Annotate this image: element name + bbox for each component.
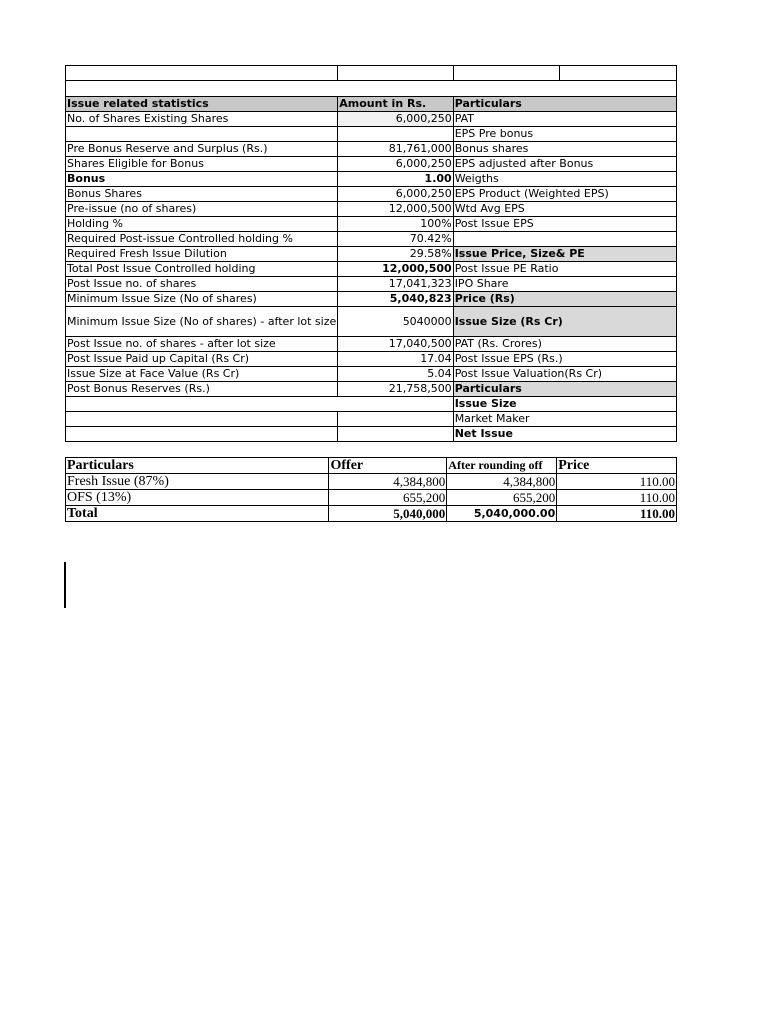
row-particular[interactable]: Post Issue Valuation(Rs Cr) <box>453 367 676 382</box>
header-amount[interactable]: Amount in Rs. <box>338 97 453 112</box>
row-particular[interactable]: Price (Rs) <box>453 292 676 307</box>
row-label[interactable]: Minimum Issue Size (No of shares) - after lot size <box>66 307 338 337</box>
offer-row-label[interactable]: OFS (13%) <box>66 490 329 506</box>
row-label[interactable]: Bonus Shares <box>66 187 338 202</box>
row-label[interactable]: Required Post-issue Controlled holding % <box>66 232 338 247</box>
offer-total-row <box>66 506 677 522</box>
row-value[interactable] <box>338 127 453 142</box>
table-row <box>66 232 677 247</box>
issue-statistics-table <box>65 65 677 442</box>
row-particular[interactable] <box>453 232 676 247</box>
table-row <box>66 292 677 307</box>
row-value[interactable]: 5.04 <box>338 367 453 382</box>
cell[interactable] <box>453 81 676 97</box>
row-label[interactable]: Pre-issue (no of shares) <box>66 202 338 217</box>
row-value[interactable]: 5040000 <box>338 307 453 337</box>
offer-header-rounded[interactable]: After rounding off <box>447 458 557 474</box>
row-particular[interactable]: Issue Size (Rs Cr) <box>453 307 676 337</box>
cell[interactable] <box>453 66 560 81</box>
table-row <box>66 262 677 277</box>
table-row <box>66 172 677 187</box>
row-label[interactable]: No. of Shares Existing Shares <box>66 112 338 127</box>
offer-header-offer[interactable]: Offer <box>329 458 447 474</box>
row-label[interactable]: Minimum Issue Size (No of shares) <box>66 292 338 307</box>
row-particular[interactable]: EPS Product (Weighted EPS) <box>453 187 676 202</box>
cell[interactable] <box>338 81 453 97</box>
issue-size-label[interactable]: Issue Size <box>453 397 676 412</box>
row-particular[interactable]: Wtd Avg EPS <box>453 202 676 217</box>
empty-row <box>66 66 677 81</box>
cell[interactable] <box>66 66 338 81</box>
offer-row-offer[interactable]: 4,384,800 <box>329 474 447 490</box>
table-row <box>66 157 677 172</box>
row-value[interactable]: 29.58% <box>338 247 453 262</box>
cell[interactable] <box>338 397 453 412</box>
offer-row-rounded[interactable]: 655,200 <box>447 490 557 506</box>
row-value[interactable]: 70.42% <box>338 232 453 247</box>
row-label[interactable]: Holding % <box>66 217 338 232</box>
cell-border-line <box>64 562 66 608</box>
market-maker-label[interactable]: Market Maker <box>453 412 676 427</box>
offer-header-particulars[interactable]: Particulars <box>66 458 329 474</box>
table-row <box>66 217 677 232</box>
offer-row <box>66 474 677 490</box>
offer-header-price[interactable]: Price <box>557 458 677 474</box>
cell[interactable] <box>338 412 453 427</box>
row-value[interactable]: 81,761,000 <box>338 142 453 157</box>
cell[interactable] <box>560 66 677 81</box>
row-particular[interactable]: Weigths <box>453 172 676 187</box>
row-particular[interactable]: EPS Pre bonus <box>453 127 676 142</box>
row-value[interactable]: 17,040,500 <box>338 337 453 352</box>
table-row <box>66 247 677 262</box>
offer-total-offer[interactable]: 5,040,000 <box>329 506 447 522</box>
offer-row-label[interactable]: Fresh Issue (87%) <box>66 474 329 490</box>
table-row <box>66 202 677 217</box>
row-label[interactable] <box>66 127 338 142</box>
spacer-row <box>66 81 677 97</box>
cell[interactable] <box>66 81 338 97</box>
row-value[interactable]: 12,000,500 <box>338 262 453 277</box>
table-row <box>66 277 677 292</box>
row-value[interactable]: 100% <box>338 217 453 232</box>
offer-row-rounded[interactable]: 4,384,800 <box>447 474 557 490</box>
cell[interactable] <box>66 427 338 442</box>
row-label[interactable]: Post Bonus Reserves (Rs.) <box>66 382 338 397</box>
offer-table <box>65 457 677 522</box>
row-particular[interactable]: Post Issue PE Ratio <box>453 262 676 277</box>
offer-total-price[interactable]: 110.00 <box>557 506 677 522</box>
table-row <box>66 142 677 157</box>
cell[interactable] <box>338 427 453 442</box>
row-label[interactable]: Post Issue no. of shares - after lot size <box>66 337 338 352</box>
offer-row <box>66 490 677 506</box>
row-value[interactable]: 21,758,500 <box>338 382 453 397</box>
header-particulars[interactable]: Particulars <box>453 97 676 112</box>
row-label[interactable]: Post Issue no. of shares <box>66 277 338 292</box>
table-row <box>66 112 677 127</box>
row-value[interactable]: 17,041,323 <box>338 277 453 292</box>
row-particular[interactable]: Issue Price, Size& PE <box>453 247 676 262</box>
row-particular[interactable]: Post Issue EPS <box>453 217 676 232</box>
offer-total-rounded[interactable]: 5,040,000.00 <box>447 506 557 522</box>
row-value[interactable]: 6,000,250 <box>338 112 453 127</box>
row-value[interactable]: 5,040,823 <box>338 292 453 307</box>
offer-row-offer[interactable]: 655,200 <box>329 490 447 506</box>
row-label[interactable]: Required Fresh Issue Dilution <box>66 247 338 262</box>
row-value[interactable]: 12,000,500 <box>338 202 453 217</box>
header-row <box>66 97 677 112</box>
row-label[interactable]: Post Issue Paid up Capital (Rs Cr) <box>66 352 338 367</box>
row-value[interactable]: 1.00 <box>338 172 453 187</box>
row-value[interactable]: 6,000,250 <box>338 187 453 202</box>
table-row <box>66 337 677 352</box>
table-row <box>66 127 677 142</box>
offer-row-price[interactable]: 110.00 <box>557 474 677 490</box>
row-label[interactable]: Shares Eligible for Bonus <box>66 157 338 172</box>
table-row <box>66 307 677 337</box>
header-issue-statistics[interactable]: Issue related statistics <box>66 97 338 112</box>
row-label[interactable]: Pre Bonus Reserve and Surplus (Rs.) <box>66 142 338 157</box>
row-particular[interactable]: PAT (Rs. Crores) <box>453 337 676 352</box>
table-row <box>66 412 677 427</box>
table-row <box>66 367 677 382</box>
row-particular[interactable]: PAT <box>453 112 676 127</box>
cell[interactable] <box>338 66 453 81</box>
table-row <box>66 427 677 442</box>
cell[interactable] <box>66 412 338 427</box>
offer-row-price[interactable]: 110.00 <box>557 490 677 506</box>
offer-header-row <box>66 458 677 474</box>
spreadsheet <box>65 65 677 522</box>
row-particular[interactable]: Bonus shares <box>453 142 676 157</box>
table-row <box>66 397 677 412</box>
row-label[interactable]: Bonus <box>66 172 338 187</box>
net-issue-label[interactable]: Net Issue <box>453 427 676 442</box>
table-row <box>66 382 677 397</box>
row-label[interactable]: Total Post Issue Controlled holding <box>66 262 338 277</box>
row-particular[interactable]: Particulars <box>453 382 676 397</box>
offer-total-label[interactable]: Total <box>66 506 329 522</box>
row-particular[interactable]: EPS adjusted after Bonus <box>453 157 676 172</box>
table-row <box>66 187 677 202</box>
row-particular[interactable]: IPO Share <box>453 277 676 292</box>
row-value[interactable]: 6,000,250 <box>338 157 453 172</box>
row-value[interactable]: 17.04 <box>338 352 453 367</box>
table-row <box>66 352 677 367</box>
row-label[interactable]: Issue Size at Face Value (Rs Cr) <box>66 367 338 382</box>
cell[interactable] <box>66 397 338 412</box>
row-particular[interactable]: Post Issue EPS (Rs.) <box>453 352 676 367</box>
